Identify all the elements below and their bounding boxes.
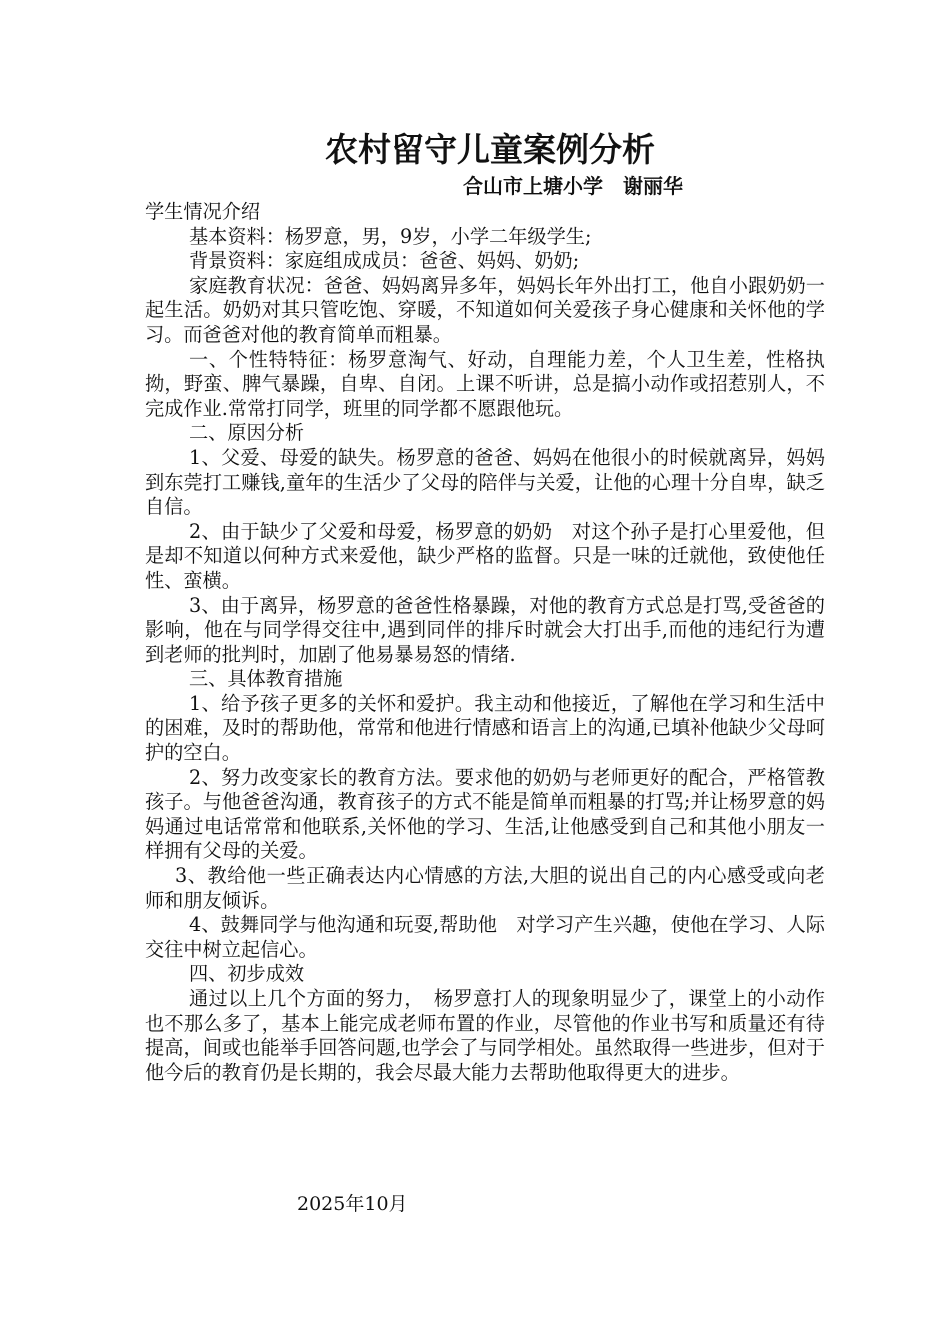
paragraph-cause-3: 3、由于离异，杨罗意的爸爸性格暴躁，对他的教育方式总是打骂,受爸爸的影响，他在与同学得交往中,遇到同伴的排斥时就会大打出手,而他的违纪行为遭到老师的批判时，加剧了他易暴易怒的情绪. (145, 593, 825, 666)
paragraph-basic-info: 基本资料：杨罗意，男，9岁，小学二年级学生; (189, 224, 592, 248)
section-heading-intro: 学生情况介绍 (145, 200, 261, 223)
document-author: 合山市上塘小学 谢丽华 (463, 174, 683, 198)
paragraph-measure-1: 1、给予孩子更多的关怀和爱护。我主动和他接近，了解他在学习和生活中的困难，及时的帮助他，常常和他进行情感和语言上的沟通,已填补他缺少父母呵护的空白。 (145, 691, 825, 765)
section-heading-results: 四、初步成效 (189, 962, 305, 986)
paragraph-measure-2: 2、努力改变家长的教育方法。要求他的奶奶与老师更好的配合，严格管教孩子。与他爸爸沟通，教育孩子的方式不能是简单而粗暴的打骂;并让杨罗意的妈妈通过电话常常和他联系,关怀他的学习、生活,让他感受到自己和其他小朋友一样拥有父母的关爱。 (145, 765, 825, 863)
paragraph-family-education: 家庭教育状况：爸爸、妈妈离异多年，妈妈长年外出打工，他自小跟奶奶一起生活。奶奶对其只管吃饱、穿暖，不知道如何关爱孩子身心健康和关怀他的学习。而爸爸对他的教育简单而粗暴。 (145, 273, 825, 346)
document-date: 2025年10月 (297, 1193, 408, 1215)
section-heading-measures: 三、具体教育措施 (189, 667, 343, 691)
paragraph-measure-4: 4、鼓舞同学与他沟通和玩耍,帮助他 对学习产生兴趣，使他在学习、人际交往中树立起信心。 (145, 913, 825, 961)
paragraph-cause-1: 1、父爱、母爱的缺失。杨罗意的爸爸、妈妈在他很小的时候就离异，妈妈到东莞打工赚钱,童年的生活少了父母的陪伴与关爱，让他的心理十分自卑，缺乏自信。 (145, 445, 825, 519)
paragraph-results: 通过以上几个方面的努力， 杨罗意打人的现象明显少了，课堂上的小动作也不那么多了，基本上能完成老师布置的作业，尽管他的作业书写和质量还有待提高，间或也能举手回答问题,也学会了与同学相处。虽然取得一些进步，但对于他今后的教育仍是长期的，我会尽最大能力去帮助他取得更大的进步。 (145, 987, 825, 1084)
paragraph-cause-2: 2、由于缺少了父爱和母爱，杨罗意的奶奶 对这个孙子是打心里爱他，但是却不知道以何种方式来爱他，缺少严格的监督。只是一味的迁就他，致使他任性、蛮横。 (145, 519, 825, 592)
paragraph-background: 背景资料：家庭组成成员：爸爸、妈妈、奶奶; (189, 249, 580, 273)
document-body (145, 200, 825, 1085)
paragraph-personality: 一、个性特特征：杨罗意淘气、好动，自理能力差，个人卫生差，性格执拗，野蛮、脾气暴躁，自卑、自闭。上课不听讲，总是搞小动作或招惹别人，不完成作业.常常打同学，班里的同学都不愿跟他玩。 (145, 347, 825, 420)
section-heading-causes: 二、原因分析 (189, 421, 305, 445)
paragraph-measure-3: 3、教给他一些正确表达内心情感的方法,大胆的说出自己的内心感受或向老师和朋友倾诉。 (145, 864, 825, 912)
document-page (145, 128, 825, 1085)
document-title: 农村留守儿童案例分析 (325, 130, 655, 169)
